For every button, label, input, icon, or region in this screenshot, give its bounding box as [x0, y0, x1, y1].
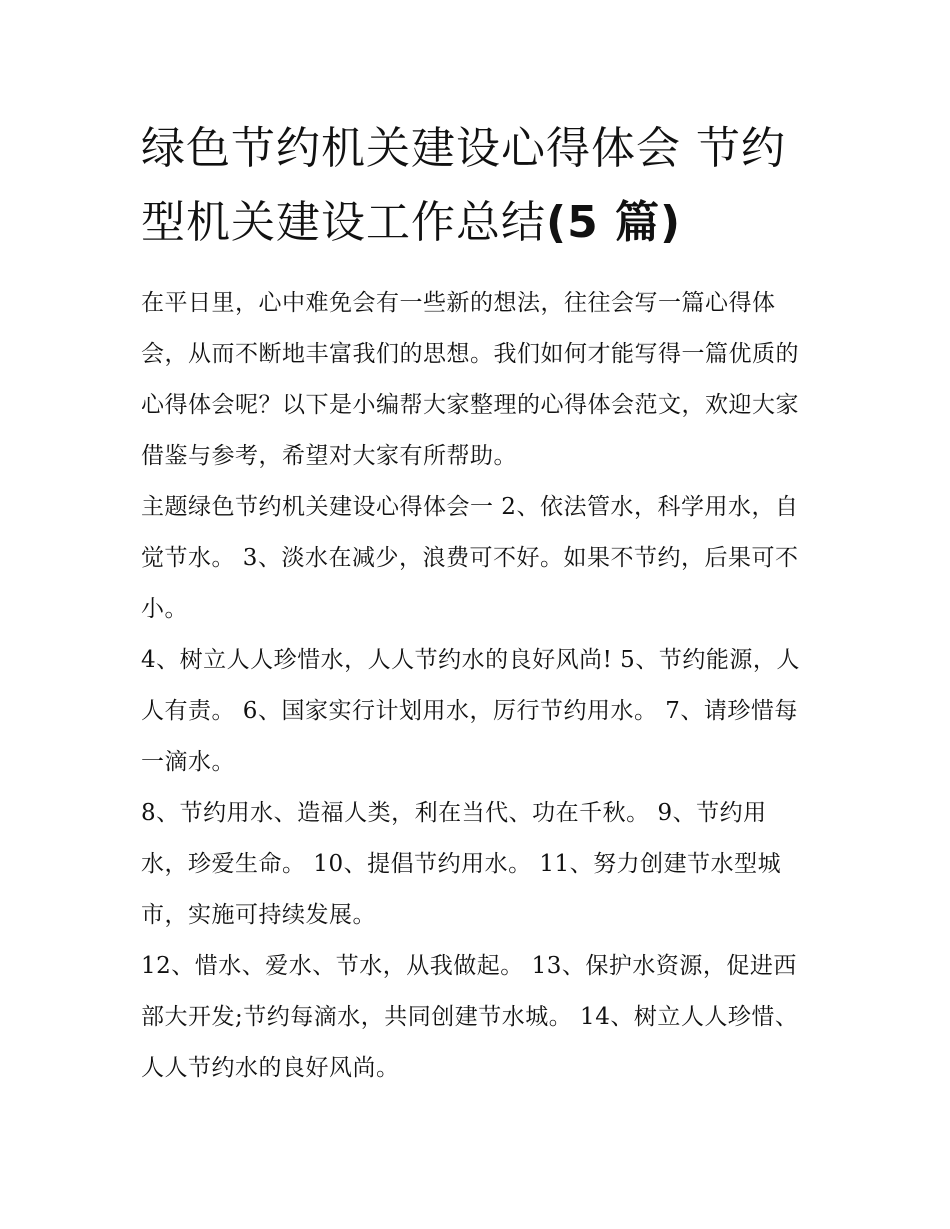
document-body [141, 112, 813, 1094]
paragraph-slogans-3: 8、节约用水、造福人类，利在当代、功在千秋。 9、节约用水，珍爱生命。 10、提倡节约用水。 11、努力创建节水型城市，实施可持续发展。 [141, 800, 782, 928]
paragraph-slogans-4: 12、惜水、爱水、节水，从我做起。 13、保护水资源，促进西部大开发;节约每滴水，共同创建节水城。 14、树立人人珍惜、人人节约水的良好风尚。 [141, 953, 799, 1081]
paragraph-slogans-1: 主题绿色节约机关建设心得体会一 2、依法管水，科学用水，自觉节水。 3、淡水在减少，浪费可不好。如果不节约，后果可不小。 [141, 494, 799, 622]
paragraph-slogans-2: 4、树立人人珍惜水，人人节约水的良好风尚! 5、节约能源，人人有责。 6、国家实行计划用水，厉行节约用水。 7、请珍惜每一滴水。 [141, 647, 800, 775]
document-title-suffix: (5 篇) [546, 197, 682, 248]
document-title-main: 绿色节约机关建设心得体会 节约型机关建设工作总结 [141, 123, 786, 248]
paragraph-intro: 在平日里，心中难免会有一些新的想法，往往会写一篇心得体会，从而不断地丰富我们的思想。我们如何才能写得一篇优质的心得体会呢？以下是小编帮大家整理的心得体会范文，欢迎大家借鉴与参考，希望对大家有所帮助。 [141, 290, 799, 469]
document-title [141, 112, 813, 260]
